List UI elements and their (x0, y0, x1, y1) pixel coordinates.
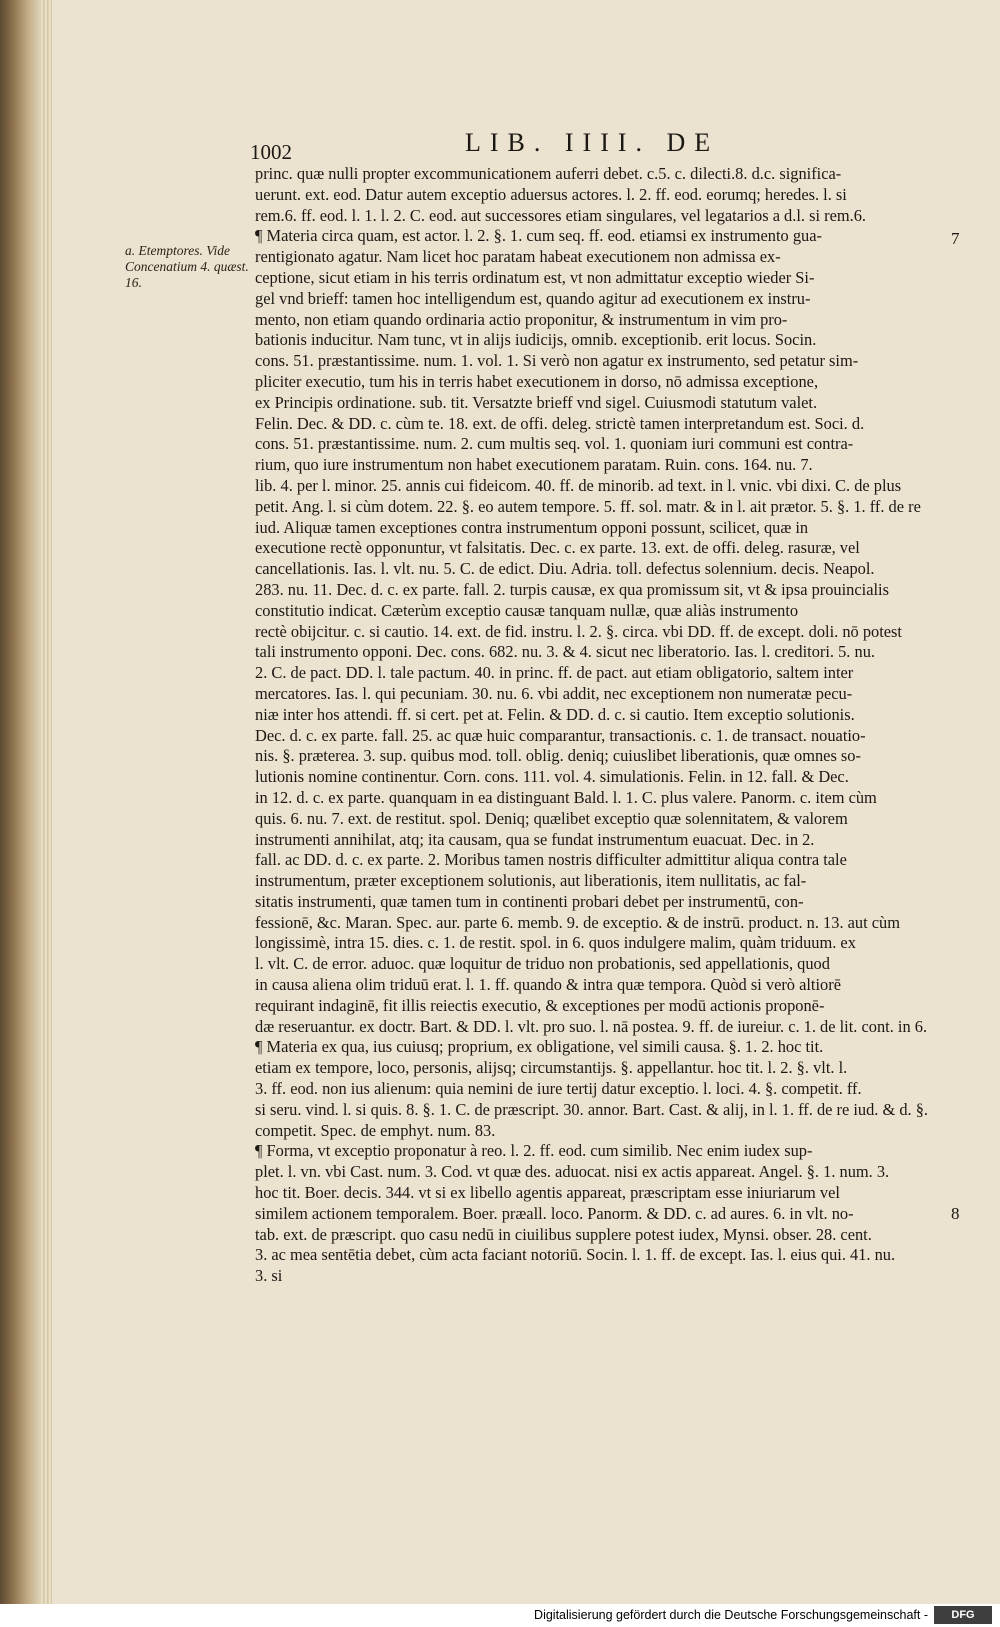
footer-credit: Digitalisierung gefördert durch die Deutsche Forschungsgemeinschaft - (534, 1608, 928, 1622)
text-line: Dec. d. c. ex parte. fall. 25. ac quæ huic comparantur, transactionis. c. 1. de transact. nouatio- (255, 725, 866, 745)
text-line: bationis inducitur. Nam tunc, vt in alijs iudicijs, omnib. exceptionib. erit locus. Socin. (255, 330, 817, 350)
text-line: lutionis nomine continentur. Corn. cons. 111. vol. 4. simulationis. Felin. in 12. fall. & Dec. (255, 767, 849, 787)
text-line: petit. Ang. l. si cùm dotem. 22. §. eo autem tempore. 5. ff. sol. matr. & in l. ait prætor. 5. §. 1. ff. de re (255, 496, 921, 516)
text-line: si seru. vind. l. si quis. 8. §. 1. C. de præscript. 30. annor. Bart. Cast. & alij, in l. 1. ff. de re iud. & d. §. (255, 1099, 929, 1119)
text-line: niæ inter hos attendi. ff. si cert. pet at. Felin. & DD. d. c. si cautio. Item exceptio solutionis. (255, 704, 855, 724)
text-line: ¶ Forma, vt exceptio proponatur à reo. l. 2. ff. eod. cum similib. Nec enim iudex sup- (255, 1141, 813, 1161)
text-line: gel vnd brieff: tamen hoc intelligendum est, quando agitur ad executionem ex instru- (255, 288, 811, 308)
text-line: 3. ac mea sentētia debet, cùm acta faciant notoriū. Socin. l. 1. ff. de except. Ias. l. eius qui. 41. nu. (255, 1245, 896, 1265)
text-line: iud. Aliquæ tamen exceptiones contra instrumentum opponi possunt, scilicet, quæ in (255, 517, 809, 537)
body-text (255, 164, 938, 1287)
text-line: rentigionato agatur. Nam licet hoc paratam habeat executionem non admissa ex- (255, 247, 781, 267)
text-line: rectè obijcitur. c. si cautio. 14. ext. de fid. instru. l. 2. §. circa. vbi DD. ff. de except. doli. nō potest (255, 621, 902, 641)
text-line: hoc tit. Boer. decis. 344. vt si ex libello agentis appareat, præscriptam esse iniuriarum vel (255, 1183, 840, 1203)
text-line: ceptione, sicut etiam in his terris ordinatum est, vt non admittatur exceptio wieder Si- (255, 267, 815, 287)
text-line: 283. nu. 11. Dec. d. c. ex parte. fall. 2. turpis causæ, ex qua promissum sit, vt & ipsa prouincialis (255, 579, 889, 599)
digitization-footer (0, 1604, 1000, 1627)
text-line: rium, quo iure instrumentum non habet executionem paratam. Ruin. cons. 164. nu. 7. (255, 455, 813, 475)
running-title: LIB. IIII. DE (465, 128, 720, 157)
text-line: princ. quæ nulli propter excommunicationem auferri debet. c.5. c. dilecti.8. d.c. significa- (255, 164, 842, 183)
paragraph (255, 226, 938, 1037)
text-line: tab. ext. de præscript. quo casu nedū in ciuilibus supplere potest iudex, Mynsi. obser. 28. cent. (255, 1224, 872, 1244)
text-line: cons. 51. præstantissime. num. 2. cum multis seq. vol. 1. quoniam iuri communi est contra- (255, 434, 854, 454)
text-line: rem.6. ff. eod. l. 1. l. 2. C. eod. aut successores etiam singulares, vel legatarios a d.l. si rem.6. (255, 205, 867, 225)
text-line: constitutio indicat. Cæterùm exceptio causæ tanquam nullæ, quæ aliàs instrumento (255, 600, 799, 620)
text-line: mercatores. Ias. l. qui pecuniam. 30. nu. 6. vbi addit, nec exceptionem non numeratæ pecu- (255, 683, 853, 703)
text-line: in causa aliena olim triduū erat. l. 1. ff. quando & intra quæ tempora. Quòd si verò altiorē (255, 975, 841, 995)
text-line: Felin. Dec. & DD. c. cùm te. 18. ext. de offi. deleg. strictè tamen interpretandum est. Soci. d. (255, 413, 865, 433)
text-line: in 12. d. c. ex parte. quanquam in ea distinguant Bald. l. 1. C. plus valere. Panorm. c. item cùm (255, 787, 877, 807)
text-line: 3. si (255, 1266, 283, 1286)
margin-number: 7 (951, 229, 960, 248)
text-line: dæ reseruantur. ex doctr. Bart. & DD. l. vlt. pro suo. l. nā postea. 9. ff. de iureiur. c. 1. de lit. cont. in 6. (255, 1016, 928, 1036)
text-line: sitatis instrumenti, quæ tamen tum in continenti probari debet per instrumentū, con- (255, 891, 804, 911)
folio-number: 1002 (250, 140, 292, 164)
text-line: nis. §. præterea. 3. sup. quibus mod. toll. oblig. deniq; cuiuslibet liberationis, quæ omnes so- (255, 746, 861, 766)
text-line: plet. l. vn. vbi Cast. num. 3. Cod. vt quæ des. aduocat. nisi ex actis appareat. Angel. §. 1. num. 3. (255, 1162, 890, 1182)
text-line: lib. 4. per l. minor. 25. annis cui fideicom. 40. ff. de minorib. ad text. in l. vnic. vbi dixi. C. de plus (255, 475, 902, 495)
text-line: fall. ac DD. d. c. ex parte. 2. Moribus tamen nostris difficulter admittitur aliqua contra tale (255, 850, 847, 870)
paragraph (255, 1037, 938, 1141)
text-line: ¶ Materia ex qua, ius cuiusq; proprium, ex obligatione, vel simili causa. §. 1. 2. hoc tit. (255, 1037, 824, 1057)
text-line: instrumenti annihilat, atq; ita causam, qua se fundat instrumentum euacuat. Dec. in 2. (255, 829, 815, 849)
text-line: similem actionem temporalem. Boer. præall. loco. Panorm. & DD. c. ad aures. 6. in vlt. no- (255, 1203, 854, 1223)
paragraph (255, 1141, 938, 1287)
paragraph (255, 164, 938, 226)
dfg-logo: DFG (934, 1606, 992, 1624)
text-line: mento, non etiam quando ordinaria actio proponitur, & instrumentum in vim pro- (255, 309, 788, 329)
text-line: quis. 6. nu. 7. ext. de restitut. spol. Deniq; quælibet exceptio quæ solennitatem, & valorem (255, 808, 848, 828)
text-line: 3. ff. eod. non ius alienum: quia nemini de iure tertij datur exceptio. l. loci. 4. §. competit. ff. (255, 1079, 862, 1099)
text-line: cons. 51. præstantissime. num. 1. vol. 1. Si verò non agatur ex instrumento, sed petatur sim- (255, 351, 859, 371)
text-line: ¶ Materia circa quam, est actor. l. 2. §. 1. cum seq. ff. eod. etiamsi ex instrumento gua- (255, 226, 822, 246)
margin-note: a. Etemptores. Vide Concenatium 4. quæst. 16. (125, 243, 249, 290)
text-line: cancellationis. Ias. l. vlt. nu. 5. C. de edict. Diu. Adria. toll. defectus solennium. decis. Neapol. (255, 559, 875, 579)
text-line: ex Principis ordinatione. sub. tit. Versatzte brieff vnd sigel. Cuiusmodi statutum valet. (255, 392, 818, 412)
text-line: instrumentum, præter exceptionem solutionis, aut liberationis, item nullitatis, ac fal- (255, 871, 807, 891)
text-line: l. vlt. C. de error. aduoc. quæ loquitur de triduo non probationis, sed appellationis, quod (255, 954, 830, 974)
text-line: uerunt. ext. eod. Datur autem exceptio aduersus actores. l. 2. ff. eod. eorumq; heredes. l. si (255, 184, 847, 204)
text-line: executione rectè opponuntur, vt falsitatis. Dec. c. ex parte. 13. ext. de offi. deleg. rasuræ, vel (255, 538, 860, 558)
text-line: longissimè, intra 15. dies. c. 1. de restit. spol. in 6. quos indulgere malim, quàm triduum. ex (255, 933, 856, 953)
text-line: competit. Spec. de emphyt. num. 83. (255, 1120, 496, 1140)
text-line: fessionē, &c. Maran. Spec. aur. parte 6. memb. 9. de exceptio. & de instrū. product. n. 13. aut cùm (255, 912, 900, 932)
text-line: etiam ex tempore, loco, personis, alijsq; circumstantijs. §. appellantur. hoc tit. l. 2. §. vlt. l. (255, 1058, 848, 1078)
page-edges (40, 0, 52, 1627)
book-spine (0, 0, 40, 1627)
margin-number: 8 (951, 1204, 960, 1223)
text-line: 2. C. de pact. DD. l. tale pactum. 40. in princ. ff. de pact. aut etiam obligatorio, saltem inter (255, 663, 854, 683)
text-line: pliciter executio, tum his in terris habet executionem in dorso, nō admissa exceptione, (255, 371, 819, 391)
text-line: tali instrumento opponi. Dec. cons. 682. nu. 3. & 4. sicut nec liberatorio. Ias. l. creditori. 5. nu. (255, 642, 875, 662)
text-line: requirant indaginē, fit illis reiectis executio, & exceptiones per modū actionis proponē- (255, 995, 825, 1015)
